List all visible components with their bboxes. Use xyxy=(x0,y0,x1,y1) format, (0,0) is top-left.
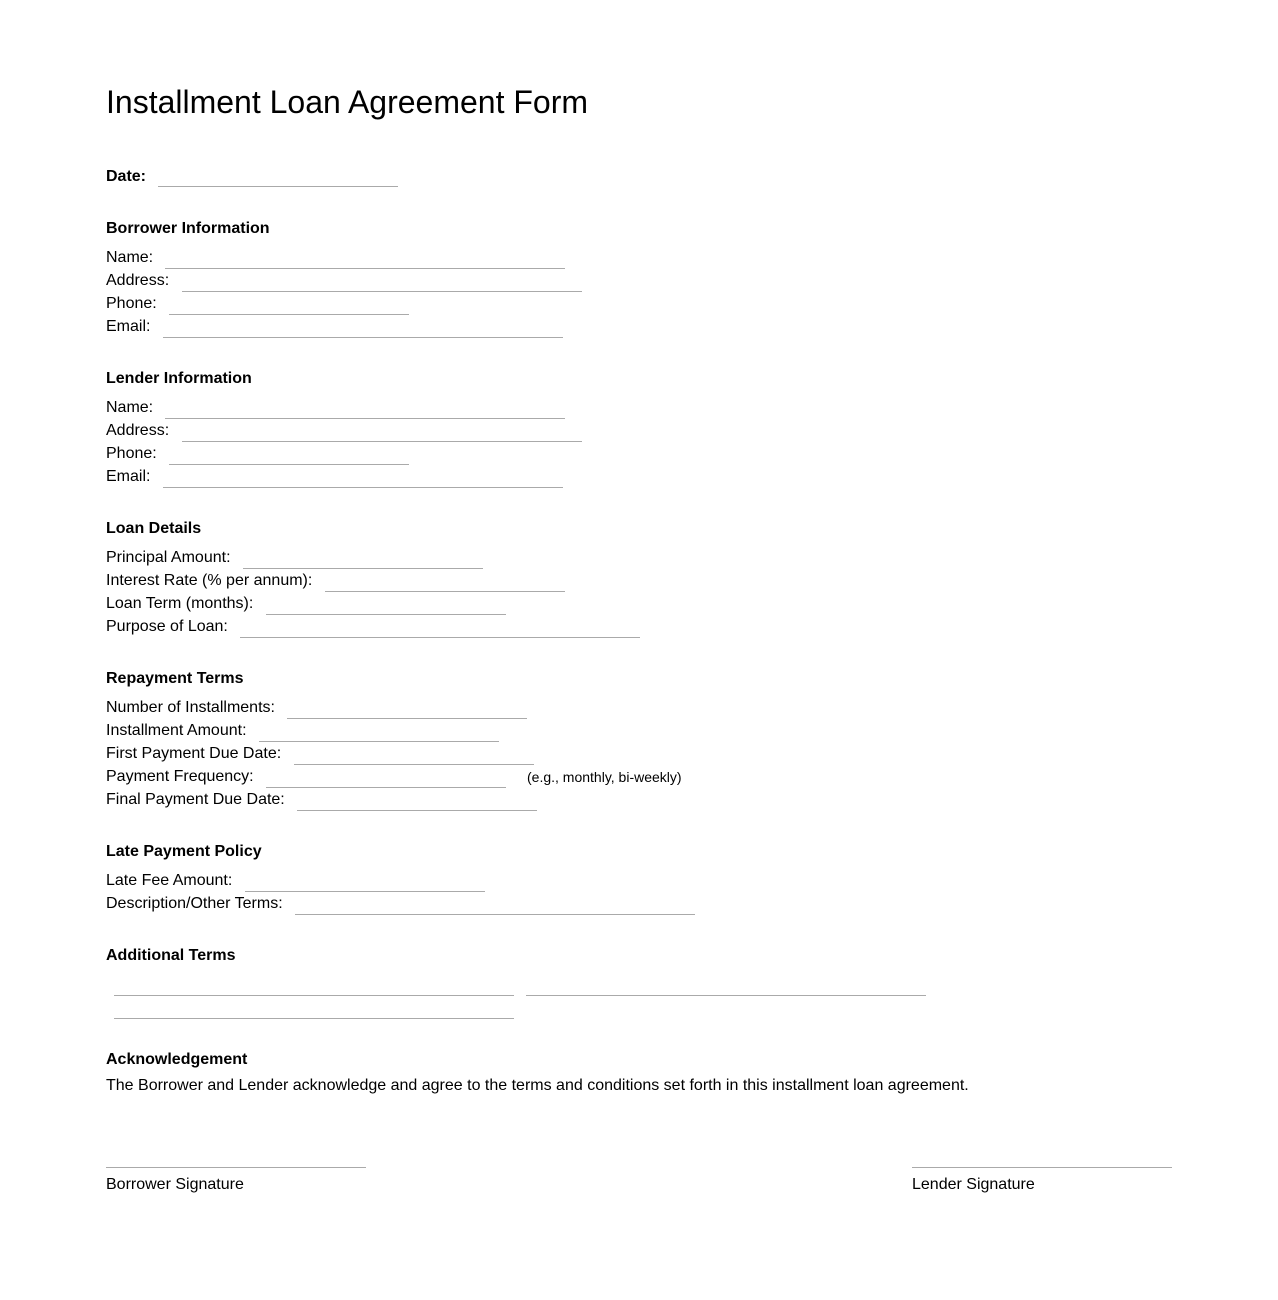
lender-phone-field[interactable] xyxy=(169,464,409,465)
late-fee-label: Late Fee Amount: xyxy=(106,872,233,889)
lender-email-label: Email: xyxy=(106,468,151,485)
borrower-address-label: Address: xyxy=(106,272,170,289)
borrower-phone-field[interactable] xyxy=(169,314,409,315)
first-payment-date-field[interactable] xyxy=(294,764,534,765)
principal-amount-label: Principal Amount: xyxy=(106,549,231,566)
borrower-heading: Borrower Information xyxy=(106,220,270,237)
acknowledgement-heading: Acknowledgement xyxy=(106,1051,248,1068)
date-label: Date: xyxy=(106,168,147,185)
additional-terms-line-1[interactable] xyxy=(114,995,514,996)
final-payment-date-field[interactable] xyxy=(297,810,537,811)
repayment-terms-heading: Repayment Terms xyxy=(106,670,244,687)
borrower-name-label: Name: xyxy=(106,249,154,266)
page-title: Installment Loan Agreement Form xyxy=(106,84,589,120)
borrower-signature-label: Borrower Signature xyxy=(106,1176,244,1193)
number-of-installments-label: Number of Installments: xyxy=(106,699,275,716)
lender-email-field[interactable] xyxy=(163,487,563,488)
loan-purpose-field[interactable] xyxy=(240,637,640,638)
loan-details-heading: Loan Details xyxy=(106,520,202,537)
loan-term-label: Loan Term (months): xyxy=(106,595,254,612)
first-payment-date-label: First Payment Due Date: xyxy=(106,745,282,762)
lender-signature-label: Lender Signature xyxy=(912,1176,1035,1193)
lender-phone-label: Phone: xyxy=(106,445,157,462)
additional-terms-heading: Additional Terms xyxy=(106,947,236,964)
loan-term-field[interactable] xyxy=(266,614,506,615)
other-terms-field[interactable] xyxy=(295,914,695,915)
installment-amount-field[interactable] xyxy=(259,741,499,742)
number-of-installments-field[interactable] xyxy=(287,718,527,719)
borrower-email-field[interactable] xyxy=(163,337,563,338)
installment-amount-label: Installment Amount: xyxy=(106,722,247,739)
lender-signature-line[interactable] xyxy=(912,1167,1172,1168)
other-terms-label: Description/Other Terms: xyxy=(106,895,283,912)
loan-purpose-label: Purpose of Loan: xyxy=(106,618,228,635)
date-field[interactable] xyxy=(158,186,398,187)
payment-frequency-hint: (e.g., monthly, bi-weekly) xyxy=(527,769,682,785)
interest-rate-field[interactable] xyxy=(325,591,565,592)
lender-address-label: Address: xyxy=(106,422,170,439)
payment-frequency-field[interactable] xyxy=(266,787,506,788)
lender-address-field[interactable] xyxy=(182,441,582,442)
borrower-phone-label: Phone: xyxy=(106,295,157,312)
lender-name-field[interactable] xyxy=(165,418,565,419)
borrower-signature-line[interactable] xyxy=(106,1167,366,1168)
acknowledgement-text: The Borrower and Lender acknowledge and agree to the terms and conditions set forth in this installment loan agreement. xyxy=(106,1077,969,1094)
final-payment-date-label: Final Payment Due Date: xyxy=(106,791,285,808)
additional-terms-line-3[interactable] xyxy=(114,1018,514,1019)
borrower-name-field[interactable] xyxy=(165,268,565,269)
borrower-address-field[interactable] xyxy=(182,291,582,292)
interest-rate-label: Interest Rate (% per annum): xyxy=(106,572,313,589)
payment-frequency-label: Payment Frequency: xyxy=(106,768,254,785)
lender-name-label: Name: xyxy=(106,399,154,416)
borrower-email-label: Email: xyxy=(106,318,151,335)
late-payment-heading: Late Payment Policy xyxy=(106,843,262,860)
lender-heading: Lender Information xyxy=(106,370,252,387)
additional-terms-line-2[interactable] xyxy=(526,995,926,996)
